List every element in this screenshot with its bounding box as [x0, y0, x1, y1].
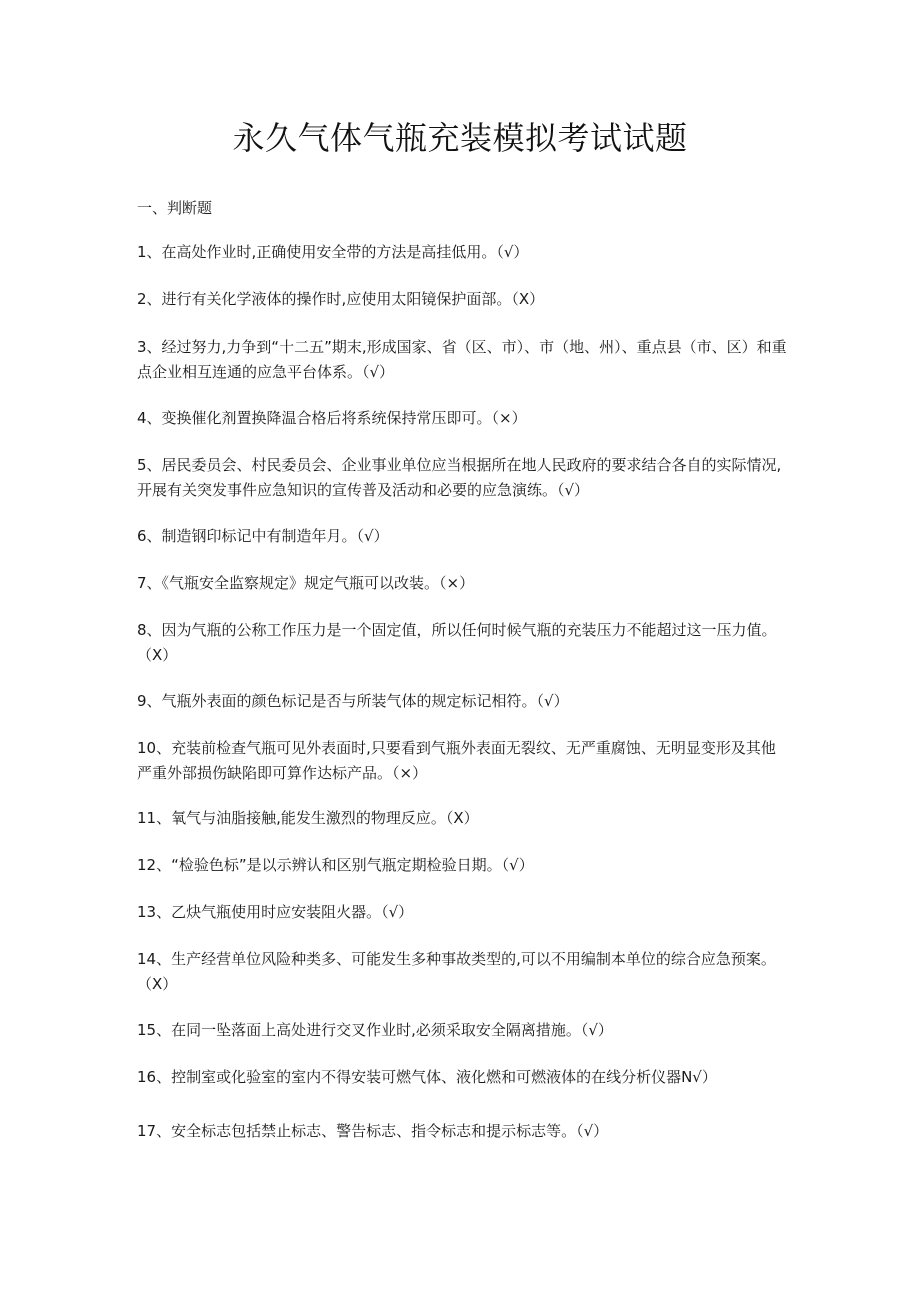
- question-item: 3、经过努力,力争到“十二五”期末,形成国家、省（区、市）、市（地、州）、重点县（市、区）和重点企业相互连通的应急平台体系。（√）: [137, 338, 787, 381]
- question-item: 14、生产经营单位风险种类多、可能发生多种事故类型的,可以不用编制本单位的综合应急预案。（X）: [137, 950, 776, 993]
- question-item: 10、充装前检查气瓶可见外表面时,只要看到气瓶外表面无裂纹、无严重腐蚀、无明显变形及其他严重外部损伤缺陷即可算作达标产品。（×）: [137, 739, 776, 782]
- question-item: 11、氧气与油脂接触,能发生激烈的物理反应。（X）: [137, 809, 479, 827]
- question-item: 13、乙炔气瓶使用时应安装阻火器。（√）: [137, 903, 414, 921]
- question-item: 9、气瓶外表面的颜色标记是否与所装气体的规定标记相符。（√）: [137, 692, 569, 710]
- question-item: 16、控制室或化验室的室内不得安装可燃气体、液化燃和可燃液体的在线分析仪器N√）: [137, 1068, 717, 1086]
- question-item: 2、进行有关化学液体的操作时,应使用太阳镜保护面部。（X）: [137, 290, 545, 308]
- question-item: 7、《气瓶安全监察规定》规定气瓶可以改装。（×）: [137, 574, 475, 592]
- question-item: 8、因为气瓶的公称工作压力是一个固定值，所以任何时候气瓶的充装压力不能超过这一压力值。（X）: [137, 621, 777, 664]
- page-title: 永久气体气瓶充装模拟考试试题: [232, 119, 688, 157]
- question-item: 4、变换催化剂置换降温合格后将系统保持常压即可。（×）: [137, 409, 527, 427]
- question-item: 17、安全标志包括禁止标志、警告标志、指令标志和提示标志等。（√）: [137, 1122, 609, 1140]
- section-heading: 一、判断题: [137, 199, 213, 217]
- question-item: 1、在高处作业时,正确使用安全带的方法是高挂低用。（√）: [137, 243, 529, 261]
- question-item: 5、居民委员会、村民委员会、企业事业单位应当根据所在地人民政府的要求结合各自的实际情况,开展有关突发事件应急知识的宣传普及活动和必要的应急演练。（√）: [137, 456, 782, 499]
- question-item: 15、在同一坠落面上高处进行交叉作业时,必须采取安全隔离措施。（√）: [137, 1021, 613, 1039]
- question-item: 12、“检验色标”是以示辨认和区别气瓶定期检验日期。（√）: [137, 856, 534, 874]
- question-item: 6、制造钢印标记中有制造年月。（√）: [137, 527, 389, 545]
